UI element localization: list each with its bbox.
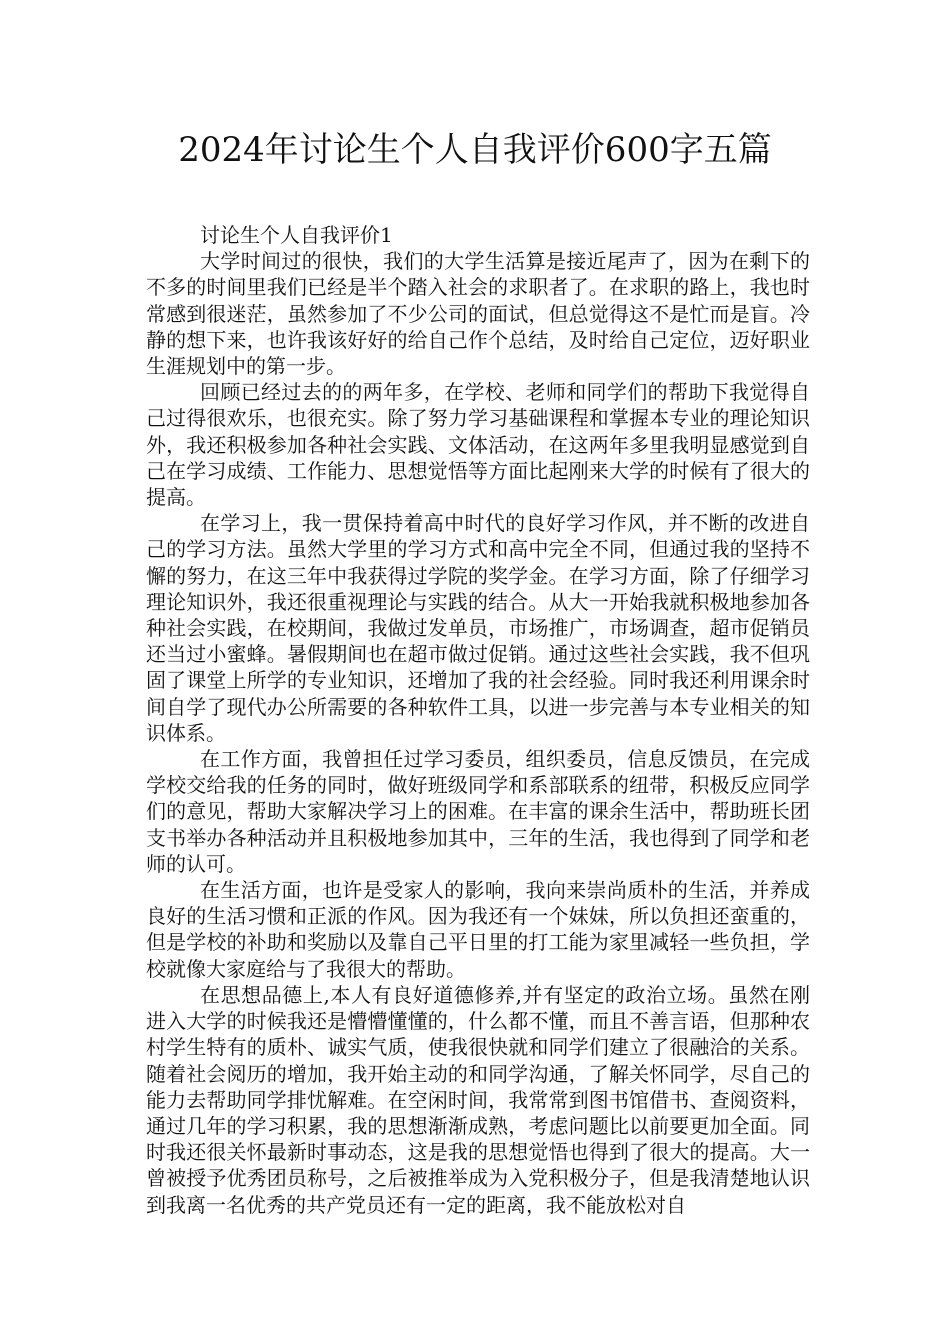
paragraph-4: 在工作方面，我曾担任过学习委员，组织委员，信息反馈员，在完成学校交给我的任务的同时，做好班级同学和系部联系的纽带，积极反应同学们的意见，帮助大家解决学习上的困难。在丰富的课余生活中，帮助班长团支书举办各种活动并且积极地参加其中，三年的生活，我也得到了同学和老师的认可。 bbox=[146, 747, 810, 876]
paragraph-3: 在学习上，我一贯保持着高中时代的良好学习作风，并不断的改进自己的学习方法。虽然大学里的学习方式和高中完全不同，但通过我的坚持不懈的努力，在这三年中我获得过学院的奖学金。在学习方面，除了仔细学习理论知识外，我还很重视理论与实践的结合。从大一开始我就积极地参加各种社会实践，在校期间，我做过发单员，市场推广，市场调查，超市促销员还当过小蜜蜂。暑假期间也在超市做过促销。通过这些社会实践，我不但巩固了课堂上所学的专业知识，还增加了我的社会经验。同时我还利用课余时间自学了现代办公所需要的各种软件工具，以进一步完善与本专业相关的知识体系。 bbox=[146, 511, 810, 745]
paragraph-6: 在思想品德上,本人有良好道德修养,并有坚定的政治立场。虽然在刚进入大学的时候我还是懵懵懂懂的，什么都不懂，而且不善言语，但那种农村学生特有的质朴、诚实气质，使我很快就和同学们建立了很融洽的关系。随着社会阅历的增加，我开始主动的和同学沟通，了解关怀同学，尽自己的能力去帮助同学排忧解难。在空闲时间，我常常到图书馆借书、查阅资料，通过几年的学习积累，我的思想渐渐成熟，考虑问题比以前要更加全面。同时我还很关怀最新时事动态，这是我的思想觉悟也得到了很大的提高。大一曾被授予优秀团员称号，之后被推举成为入党积极分子，但是我清楚地认识到我离一名优秀的共产党员还有一定的距离，我不能放松对自 bbox=[146, 982, 810, 1217]
paragraph-5: 在生活方面，也许是受家人的影响，我向来崇尚质朴的生活，并养成良好的生活习惯和正派的作风。因为我还有一个妹妹，所以负担还蛮重的，但是学校的补助和奖励以及靠自己平日里的打工能为家里减轻一些负担，学校就像大家庭给与了我很大的帮助。 bbox=[146, 878, 810, 981]
paragraph-2: 回顾已经过去的的两年多，在学校、老师和同学们的帮助下我觉得自己过得很欢乐，也很充实。除了努力学习基础课程和掌握本专业的理论知识外，我还积极参加各种社会实践、文体活动，在这两年多里我明显感觉到自己在学习成绩、工作能力、思想觉悟等方面比起刚来大学的时候有了很大的提高。 bbox=[146, 380, 810, 510]
document-body bbox=[146, 222, 810, 1218]
section-heading: 讨论生个人自我评价1 bbox=[200, 223, 393, 247]
document-title: 2024年讨论生个人自我评价600字五篇 bbox=[178, 130, 772, 170]
paragraph-1: 大学时间过的很快，我们的大学生活算是接近尾声了，因为在剩下的不多的时间里我们已经是半个踏入社会的求职者了。在求职的路上，我也时常感到很迷茫，虽然参加了不少公司的面试，但总觉得这不是忙而是盲。冷静的想下来，也许我该好好的给自己作个总结，及时给自己定位，迈好职业生涯规划中的第一步。 bbox=[146, 249, 810, 379]
